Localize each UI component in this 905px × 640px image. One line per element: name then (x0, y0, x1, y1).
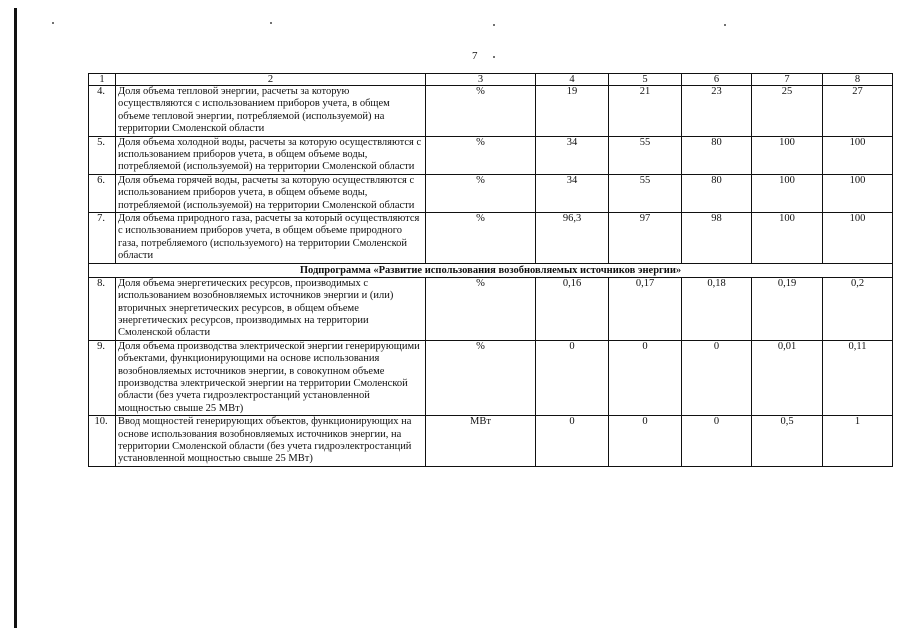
value-cell: 0 (536, 340, 609, 415)
unit-cell: МВт (426, 416, 536, 467)
value-cell: 0,5 (752, 416, 823, 467)
table-row (89, 213, 893, 264)
value-cell: 80 (682, 136, 752, 174)
value-cell: 100 (823, 213, 893, 264)
value-cell: 100 (752, 174, 823, 212)
table-row (89, 136, 893, 174)
value-cell: 0,19 (752, 277, 823, 340)
header-cell: 7 (752, 74, 823, 86)
indicator-description: Ввод мощностей генерирующих объектов, функционирующих на основе использования возобновляемых источников энергии, на территории Смоленской области (без учета гидроэлектростанций установленной мощностью свыше 25 МВт) (116, 416, 426, 467)
indicator-description: Доля объема холодной воды, расчеты за которую осуществляются с использованием приборов учета, в общем объеме воды, потребляемой (используемой) на территории Смоленской области (116, 136, 426, 174)
header-cell: 1 (89, 74, 116, 86)
table-row (89, 277, 893, 340)
value-cell: 1 (823, 416, 893, 467)
value-cell: 100 (823, 174, 893, 212)
value-cell: 55 (609, 136, 682, 174)
header-cell: 4 (536, 74, 609, 86)
row-number: 10. (89, 416, 116, 467)
indicator-description: Доля объема природного газа, расчеты за который осуществляются с использованием приборов учета, в общем объеме природного газа, потребляемого (используемого) на территории Смоленской области (116, 213, 426, 264)
header-cell: 2 (116, 74, 426, 86)
subprogram-heading: Подпрограмма «Развитие использования возобновляемых источников энергии» (89, 263, 893, 277)
value-cell: 80 (682, 174, 752, 212)
row-number: 7. (89, 213, 116, 264)
unit-cell: % (426, 174, 536, 212)
value-cell: 100 (752, 213, 823, 264)
unit-cell: % (426, 213, 536, 264)
unit-cell: % (426, 277, 536, 340)
indicator-description: Доля объема тепловой энергии, расчеты за которую осуществляются с использованием приборов учета, в общем объеме тепловой энергии, потребляемой (используемой) на территории Смоленской области (116, 86, 426, 137)
unit-cell: % (426, 340, 536, 415)
row-number: 9. (89, 340, 116, 415)
scan-speck (493, 24, 495, 26)
value-cell: 0,16 (536, 277, 609, 340)
value-cell: 0,2 (823, 277, 893, 340)
table-header-row (89, 74, 893, 86)
table-row (89, 86, 893, 137)
row-number: 8. (89, 277, 116, 340)
value-cell: 27 (823, 86, 893, 137)
table-row (89, 416, 893, 467)
subprogram-row (89, 263, 893, 277)
value-cell: 34 (536, 136, 609, 174)
value-cell: 55 (609, 174, 682, 212)
table-row (89, 174, 893, 212)
unit-cell: % (426, 136, 536, 174)
value-cell: 23 (682, 86, 752, 137)
value-cell: 98 (682, 213, 752, 264)
scan-speck (270, 22, 272, 24)
value-cell: 97 (609, 213, 682, 264)
indicator-description: Доля объема энергетических ресурсов, производимых с использованием возобновляемых источников энергии и (или) вторичных энергетических ресурсов, в общем объеме энергетических ресурсов, производимых на территории Смоленской области (116, 277, 426, 340)
value-cell: 0 (609, 340, 682, 415)
value-cell: 0,18 (682, 277, 752, 340)
value-cell: 0,01 (752, 340, 823, 415)
value-cell: 25 (752, 86, 823, 137)
value-cell: 19 (536, 86, 609, 137)
header-cell: 6 (682, 74, 752, 86)
indicator-description: Доля объема производства электрической энергии генерирующими объектами, функционирующими на основе использования возобновляемых источников энергии, в совокупном объеме производства электрической энергии на территории Смоленской области (без учета гидроэлектростанций установленной мощностью свыше 25 МВт) (116, 340, 426, 415)
scan-speck (52, 22, 54, 24)
scan-speck (724, 24, 726, 26)
header-cell: 5 (609, 74, 682, 86)
value-cell: 0 (682, 340, 752, 415)
value-cell: 96,3 (536, 213, 609, 264)
value-cell: 21 (609, 86, 682, 137)
value-cell: 0 (536, 416, 609, 467)
unit-cell: % (426, 86, 536, 137)
indicator-description: Доля объема горячей воды, расчеты за которую осуществляются с использованием приборов учета, в общем объеме воды, потребляемой (используемой) на территории Смоленской области (116, 174, 426, 212)
scan-speck (493, 56, 495, 58)
row-number: 4. (89, 86, 116, 137)
value-cell: 100 (823, 136, 893, 174)
row-number: 6. (89, 174, 116, 212)
value-cell: 0 (609, 416, 682, 467)
page-number: 7 (472, 50, 478, 62)
indicators-table (88, 73, 893, 467)
value-cell: 0,17 (609, 277, 682, 340)
value-cell: 100 (752, 136, 823, 174)
scan-edge-line (14, 8, 17, 628)
value-cell: 34 (536, 174, 609, 212)
header-cell: 3 (426, 74, 536, 86)
value-cell: 0 (682, 416, 752, 467)
table-row (89, 340, 893, 415)
value-cell: 0,11 (823, 340, 893, 415)
row-number: 5. (89, 136, 116, 174)
header-cell: 8 (823, 74, 893, 86)
